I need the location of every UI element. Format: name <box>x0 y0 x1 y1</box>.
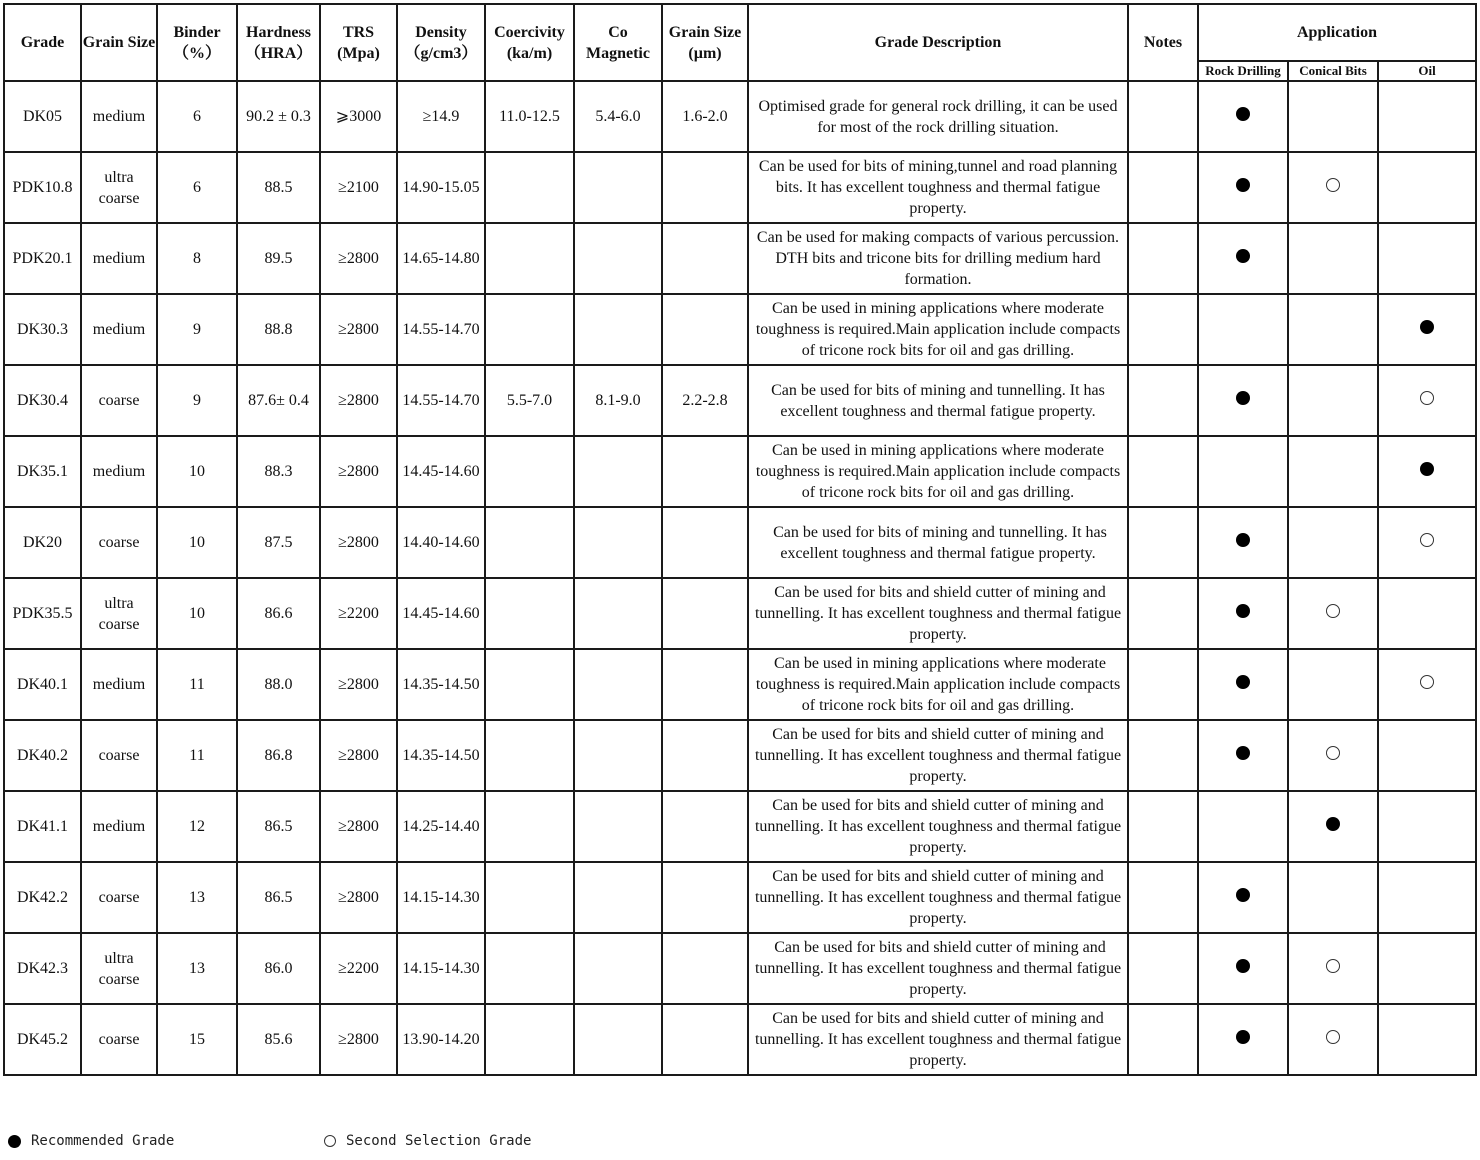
table-row <box>4 223 1476 294</box>
cell-grain-size-um <box>662 223 748 294</box>
table-row <box>4 294 1476 365</box>
cell-grain-size: ultra coarse <box>81 578 157 649</box>
filled-circle-icon <box>1236 675 1250 689</box>
cell-density: 14.90-15.05 <box>397 152 485 223</box>
cell-description: Can be used for bits of mining and tunnelling. It has excellent toughness and thermal fatigue property. <box>748 365 1128 436</box>
cell-grade: DK45.2 <box>4 1004 81 1075</box>
cell-grade: DK35.1 <box>4 436 81 507</box>
filled-circle-icon <box>8 1135 21 1148</box>
cell-notes <box>1128 436 1198 507</box>
cell-coercivity <box>485 507 574 578</box>
cell-notes <box>1128 791 1198 862</box>
cell-co-magnetic <box>574 294 662 365</box>
legend-second-label: Second Selection Grade <box>346 1133 532 1149</box>
grade-table <box>3 3 1477 1076</box>
cell-grain-size: ultra coarse <box>81 933 157 1004</box>
cell-co-magnetic <box>574 578 662 649</box>
cell-density: 14.65-14.80 <box>397 223 485 294</box>
cell-description: Can be used for bits of mining,tunnel and road planning bits. It has excellent toughness and thermal fatigue property. <box>748 152 1128 223</box>
cell-binder: 13 <box>157 933 237 1004</box>
cell-app-conical <box>1288 578 1378 649</box>
cell-description: Can be used for bits and shield cutter of mining and tunnelling. It has excellent toughness and thermal fatigue property. <box>748 578 1128 649</box>
cell-trs: ≥2200 <box>320 933 397 1004</box>
cell-grain-size: medium <box>81 223 157 294</box>
cell-coercivity: 5.5-7.0 <box>485 365 574 436</box>
cell-coercivity <box>485 1004 574 1075</box>
cell-co-magnetic <box>574 436 662 507</box>
cell-hardness: 88.0 <box>237 649 320 720</box>
header-app-conical-bits: Conical Bits <box>1288 61 1378 81</box>
open-circle-icon <box>1420 391 1434 405</box>
cell-co-magnetic <box>574 720 662 791</box>
cell-description: Can be used for bits and shield cutter of mining and tunnelling. It has excellent toughness and thermal fatigue property. <box>748 791 1128 862</box>
header-grain-size <box>81 4 157 81</box>
table-row <box>4 81 1476 152</box>
cell-grain-size-um <box>662 436 748 507</box>
cell-app-oil <box>1378 862 1476 933</box>
cell-density: 14.45-14.60 <box>397 578 485 649</box>
cell-co-magnetic: 5.4-6.0 <box>574 81 662 152</box>
cell-coercivity <box>485 862 574 933</box>
table-body <box>4 81 1476 1075</box>
cell-hardness: 86.5 <box>237 862 320 933</box>
cell-grade: DK30.3 <box>4 294 81 365</box>
cell-hardness: 85.6 <box>237 1004 320 1075</box>
table-row <box>4 791 1476 862</box>
filled-circle-icon <box>1236 888 1250 902</box>
filled-circle-icon <box>1236 107 1250 121</box>
cell-grain-size: ultra coarse <box>81 152 157 223</box>
cell-grade: DK42.3 <box>4 933 81 1004</box>
cell-description: Can be used for bits and shield cutter of mining and tunnelling. It has excellent toughness and thermal fatigue property. <box>748 862 1128 933</box>
cell-density: 14.55-14.70 <box>397 365 485 436</box>
cell-app-rock <box>1198 933 1288 1004</box>
cell-density: 14.45-14.60 <box>397 436 485 507</box>
table-row <box>4 720 1476 791</box>
cell-description: Can be used for making compacts of various percussion. DTH bits and tricone bits for drilling medium hard formation. <box>748 223 1128 294</box>
cell-app-oil <box>1378 649 1476 720</box>
header-app-rock-drilling: Rock Drilling <box>1198 61 1288 81</box>
cell-co-magnetic <box>574 1004 662 1075</box>
cell-description: Can be used for bits and shield cutter of mining and tunnelling. It has excellent toughness and thermal fatigue property. <box>748 1004 1128 1075</box>
cell-description: Optimised grade for general rock drilling, it can be used for most of the rock drilling situation. <box>748 81 1128 152</box>
cell-co-magnetic <box>574 791 662 862</box>
cell-app-conical <box>1288 223 1378 294</box>
cell-notes <box>1128 507 1198 578</box>
table-row <box>4 933 1476 1004</box>
cell-coercivity <box>485 578 574 649</box>
cell-binder: 9 <box>157 294 237 365</box>
cell-app-conical <box>1288 933 1378 1004</box>
cell-grain-size: medium <box>81 81 157 152</box>
header-grain-size-um-label: Grain Size (µm) <box>668 23 742 62</box>
cell-app-oil <box>1378 720 1476 791</box>
cell-grain-size-um <box>662 1004 748 1075</box>
cell-grain-size: coarse <box>81 720 157 791</box>
cell-binder: 6 <box>157 81 237 152</box>
cell-co-magnetic <box>574 933 662 1004</box>
cell-app-oil <box>1378 152 1476 223</box>
cell-trs: ≥2800 <box>320 649 397 720</box>
cell-coercivity <box>485 294 574 365</box>
cell-app-conical <box>1288 791 1378 862</box>
cell-density: 14.35-14.50 <box>397 720 485 791</box>
cell-grain-size-um <box>662 507 748 578</box>
cell-binder: 15 <box>157 1004 237 1075</box>
header-binder-label: Binder （%） <box>172 23 221 62</box>
cell-notes <box>1128 294 1198 365</box>
cell-grain-size-um <box>662 933 748 1004</box>
cell-binder: 12 <box>157 791 237 862</box>
cell-notes <box>1128 152 1198 223</box>
cell-app-rock <box>1198 649 1288 720</box>
cell-app-conical <box>1288 1004 1378 1075</box>
cell-app-oil <box>1378 933 1476 1004</box>
cell-grain-size-um: 2.2-2.8 <box>662 365 748 436</box>
open-circle-icon <box>1326 746 1340 760</box>
cell-grain-size-um <box>662 578 748 649</box>
cell-app-rock <box>1198 1004 1288 1075</box>
cell-app-rock <box>1198 862 1288 933</box>
cell-app-conical <box>1288 649 1378 720</box>
cell-binder: 13 <box>157 862 237 933</box>
cell-grain-size: coarse <box>81 507 157 578</box>
header-co-magnetic-label: Co Magnetic <box>586 23 650 62</box>
cell-hardness: 88.3 <box>237 436 320 507</box>
cell-grade: PDK20.1 <box>4 223 81 294</box>
cell-grade: DK42.2 <box>4 862 81 933</box>
header-app-oil: Oil <box>1378 61 1476 81</box>
open-circle-icon <box>1326 178 1340 192</box>
cell-co-magnetic <box>574 649 662 720</box>
table-row <box>4 152 1476 223</box>
cell-grade: DK41.1 <box>4 791 81 862</box>
cell-app-conical <box>1288 81 1378 152</box>
cell-app-rock <box>1198 365 1288 436</box>
table-row <box>4 862 1476 933</box>
cell-app-conical <box>1288 152 1378 223</box>
cell-trs: ≥2800 <box>320 1004 397 1075</box>
cell-grain-size-um: 1.6-2.0 <box>662 81 748 152</box>
cell-app-oil <box>1378 791 1476 862</box>
cell-grain-size-um <box>662 791 748 862</box>
cell-hardness: 90.2 ± 0.3 <box>237 81 320 152</box>
header-grain-size-um <box>662 4 748 81</box>
cell-binder: 9 <box>157 365 237 436</box>
legend-second-selection <box>324 1133 531 1149</box>
cell-description: Can be used for bits of mining and tunnelling. It has excellent toughness and thermal fatigue property. <box>748 507 1128 578</box>
cell-coercivity <box>485 720 574 791</box>
cell-density: 14.15-14.30 <box>397 933 485 1004</box>
filled-circle-icon <box>1236 746 1250 760</box>
cell-app-conical <box>1288 507 1378 578</box>
cell-grade: PDK35.5 <box>4 578 81 649</box>
cell-co-magnetic: 8.1-9.0 <box>574 365 662 436</box>
header-coercivity-label: Coercivity (ka/m) <box>494 23 565 62</box>
cell-binder: 10 <box>157 436 237 507</box>
cell-co-magnetic <box>574 152 662 223</box>
table-row <box>4 507 1476 578</box>
cell-grain-size: coarse <box>81 1004 157 1075</box>
header-trs-label: TRS (Mpa) <box>337 23 380 62</box>
cell-app-oil <box>1378 294 1476 365</box>
cell-co-magnetic <box>574 507 662 578</box>
header-density-label: Density （g/cm3） <box>404 23 478 62</box>
cell-co-magnetic <box>574 223 662 294</box>
cell-co-magnetic <box>574 862 662 933</box>
cell-app-rock <box>1198 81 1288 152</box>
cell-grade: PDK10.8 <box>4 152 81 223</box>
filled-circle-icon <box>1236 604 1250 618</box>
table-row <box>4 365 1476 436</box>
cell-notes <box>1128 223 1198 294</box>
cell-app-rock <box>1198 152 1288 223</box>
cell-app-rock <box>1198 791 1288 862</box>
header-application: Application <box>1198 4 1476 61</box>
cell-app-rock <box>1198 720 1288 791</box>
cell-trs: ≥2800 <box>320 365 397 436</box>
cell-grade: DK30.4 <box>4 365 81 436</box>
cell-coercivity <box>485 223 574 294</box>
cell-trs: ≥2100 <box>320 152 397 223</box>
open-circle-icon <box>1326 1030 1340 1044</box>
filled-circle-icon <box>1236 178 1250 192</box>
cell-grade: DK40.1 <box>4 649 81 720</box>
header-description: Grade Description <box>748 4 1128 81</box>
open-circle-icon <box>1326 604 1340 618</box>
cell-notes <box>1128 1004 1198 1075</box>
cell-hardness: 86.5 <box>237 791 320 862</box>
cell-description: Can be used in mining applications where moderate toughness is required.Main application include compacts of tricone rock bits for oil and gas drilling. <box>748 436 1128 507</box>
cell-notes <box>1128 933 1198 1004</box>
filled-circle-icon <box>1420 462 1434 476</box>
filled-circle-icon <box>1236 533 1250 547</box>
filled-circle-icon <box>1236 959 1250 973</box>
filled-circle-icon <box>1236 391 1250 405</box>
header-grade: Grade <box>4 4 81 81</box>
cell-binder: 11 <box>157 649 237 720</box>
cell-grain-size-um <box>662 862 748 933</box>
cell-coercivity <box>485 791 574 862</box>
filled-circle-icon <box>1326 817 1340 831</box>
cell-app-conical <box>1288 720 1378 791</box>
header-trs <box>320 4 397 81</box>
cell-trs: ⩾3000 <box>320 81 397 152</box>
cell-app-oil <box>1378 1004 1476 1075</box>
cell-hardness: 87.5 <box>237 507 320 578</box>
cell-notes <box>1128 649 1198 720</box>
cell-grade: DK40.2 <box>4 720 81 791</box>
cell-grain-size: medium <box>81 294 157 365</box>
cell-grain-size-um <box>662 294 748 365</box>
cell-grade: DK05 <box>4 81 81 152</box>
table-row <box>4 649 1476 720</box>
cell-grain-size-um <box>662 649 748 720</box>
cell-app-oil <box>1378 81 1476 152</box>
header-co-magnetic <box>574 4 662 81</box>
header-hardness <box>237 4 320 81</box>
cell-grain-size: medium <box>81 436 157 507</box>
cell-app-oil <box>1378 578 1476 649</box>
open-circle-icon <box>1420 533 1434 547</box>
cell-coercivity <box>485 436 574 507</box>
cell-trs: ≥2800 <box>320 507 397 578</box>
cell-trs: ≥2800 <box>320 294 397 365</box>
cell-density: 14.25-14.40 <box>397 791 485 862</box>
cell-grain-size: coarse <box>81 365 157 436</box>
header-binder <box>157 4 237 81</box>
cell-hardness: 86.6 <box>237 578 320 649</box>
cell-hardness: 88.5 <box>237 152 320 223</box>
cell-density: ≥14.9 <box>397 81 485 152</box>
cell-description: Can be used for bits and shield cutter of mining and tunnelling. It has excellent toughness and thermal fatigue property. <box>748 720 1128 791</box>
cell-trs: ≥2800 <box>320 436 397 507</box>
cell-app-rock <box>1198 294 1288 365</box>
header-notes: Notes <box>1128 4 1198 81</box>
cell-trs: ≥2800 <box>320 223 397 294</box>
cell-hardness: 88.8 <box>237 294 320 365</box>
cell-grain-size: medium <box>81 791 157 862</box>
cell-description: Can be used in mining applications where moderate toughness is required.Main application include compacts of tricone rock bits for oil and gas drilling. <box>748 294 1128 365</box>
filled-circle-icon <box>1420 320 1434 334</box>
cell-grain-size: medium <box>81 649 157 720</box>
cell-binder: 10 <box>157 578 237 649</box>
cell-description: Can be used for bits and shield cutter of mining and tunnelling. It has excellent toughness and thermal fatigue property. <box>748 933 1128 1004</box>
cell-app-conical <box>1288 436 1378 507</box>
cell-trs: ≥2200 <box>320 578 397 649</box>
cell-grain-size-um <box>662 720 748 791</box>
cell-app-rock <box>1198 507 1288 578</box>
cell-notes <box>1128 365 1198 436</box>
cell-hardness: 86.8 <box>237 720 320 791</box>
cell-grain-size: coarse <box>81 862 157 933</box>
cell-density: 14.55-14.70 <box>397 294 485 365</box>
cell-notes <box>1128 81 1198 152</box>
cell-binder: 10 <box>157 507 237 578</box>
cell-density: 14.15-14.30 <box>397 862 485 933</box>
cell-hardness: 87.6± 0.4 <box>237 365 320 436</box>
cell-app-oil <box>1378 223 1476 294</box>
open-circle-icon <box>1420 675 1434 689</box>
cell-coercivity <box>485 933 574 1004</box>
filled-circle-icon <box>1236 249 1250 263</box>
cell-app-oil <box>1378 365 1476 436</box>
table-header <box>4 4 1476 81</box>
cell-hardness: 86.0 <box>237 933 320 1004</box>
cell-trs: ≥2800 <box>320 720 397 791</box>
table-row <box>4 1004 1476 1075</box>
cell-notes <box>1128 862 1198 933</box>
cell-notes <box>1128 578 1198 649</box>
cell-notes <box>1128 720 1198 791</box>
cell-app-rock <box>1198 223 1288 294</box>
cell-grade: DK20 <box>4 507 81 578</box>
cell-app-rock <box>1198 436 1288 507</box>
cell-trs: ≥2800 <box>320 862 397 933</box>
cell-coercivity <box>485 649 574 720</box>
cell-app-oil <box>1378 507 1476 578</box>
cell-hardness: 89.5 <box>237 223 320 294</box>
cell-app-conical <box>1288 294 1378 365</box>
cell-app-conical <box>1288 862 1378 933</box>
table-row <box>4 578 1476 649</box>
cell-binder: 11 <box>157 720 237 791</box>
open-circle-icon <box>1326 959 1340 973</box>
cell-coercivity <box>485 152 574 223</box>
table-row <box>4 436 1476 507</box>
cell-trs: ≥2800 <box>320 791 397 862</box>
cell-density: 14.40-14.60 <box>397 507 485 578</box>
cell-app-conical <box>1288 365 1378 436</box>
cell-density: 14.35-14.50 <box>397 649 485 720</box>
header-grain-size-label: Grain Size <box>82 34 156 51</box>
header-density <box>397 4 485 81</box>
header-coercivity <box>485 4 574 81</box>
cell-app-rock <box>1198 578 1288 649</box>
open-circle-icon <box>324 1135 336 1147</box>
legend-recommended <box>8 1133 174 1149</box>
filled-circle-icon <box>1236 1030 1250 1044</box>
cell-app-oil <box>1378 436 1476 507</box>
cell-grain-size-um <box>662 152 748 223</box>
cell-binder: 6 <box>157 152 237 223</box>
cell-description: Can be used in mining applications where moderate toughness is required.Main application include compacts of tricone rock bits for oil and gas drilling. <box>748 649 1128 720</box>
cell-coercivity: 11.0-12.5 <box>485 81 574 152</box>
legend-recommended-label: Recommended Grade <box>31 1133 175 1149</box>
cell-density: 13.90-14.20 <box>397 1004 485 1075</box>
header-hardness-label: Hardness （HRA） <box>244 23 313 62</box>
cell-binder: 8 <box>157 223 237 294</box>
